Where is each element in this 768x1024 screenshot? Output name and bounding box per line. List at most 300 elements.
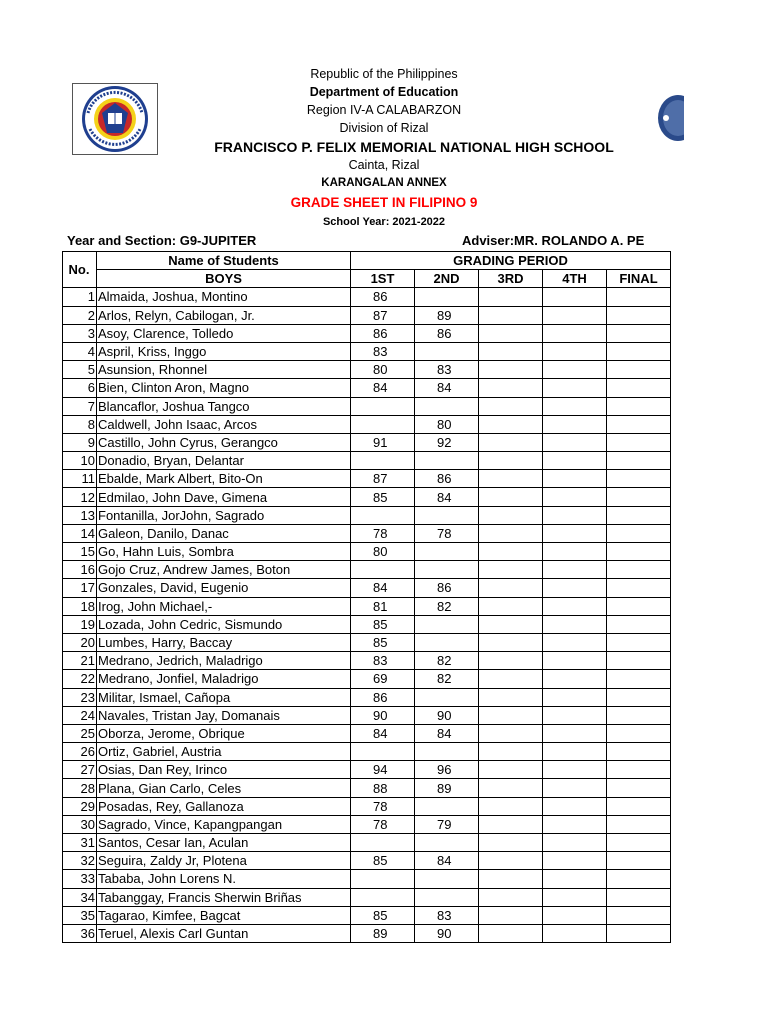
grade-3rd xyxy=(479,543,543,561)
row-number: 14 xyxy=(63,524,97,542)
grade-1st: 86 xyxy=(351,324,415,342)
grade-final xyxy=(607,888,671,906)
region-line: Region IV-A CALABARZON xyxy=(306,103,462,117)
grade-2nd xyxy=(415,615,479,633)
period-header-4th: 4TH xyxy=(543,270,607,288)
grade-4th xyxy=(543,706,607,724)
grade-2nd: 86 xyxy=(415,324,479,342)
grade-2nd xyxy=(415,888,479,906)
grade-2nd: 83 xyxy=(415,906,479,924)
grade-1st: 85 xyxy=(351,633,415,651)
table-row xyxy=(63,797,671,815)
grade-2nd xyxy=(415,543,479,561)
grade-final xyxy=(607,561,671,579)
grade-3rd xyxy=(479,470,543,488)
row-number: 9 xyxy=(63,433,97,451)
division-line: Division of Rizal xyxy=(339,121,429,135)
grade-final xyxy=(607,652,671,670)
grade-final xyxy=(607,633,671,651)
student-name: Gojo Cruz, Andrew James, Boton xyxy=(97,561,351,579)
student-name: Ortiz, Gabriel, Austria xyxy=(97,743,351,761)
table-row xyxy=(63,433,671,451)
grade-2nd xyxy=(415,561,479,579)
student-name: Sagrado, Vince, Kapangpangan xyxy=(97,815,351,833)
grade-3rd xyxy=(479,361,543,379)
grade-3rd xyxy=(479,488,543,506)
grade-1st: 85 xyxy=(351,488,415,506)
grade-2nd: 84 xyxy=(415,724,479,742)
row-number: 26 xyxy=(63,743,97,761)
grade-final xyxy=(607,361,671,379)
student-name: Lozada, John Cedric, Sismundo xyxy=(97,615,351,633)
grade-3rd xyxy=(479,342,543,360)
table-row xyxy=(63,743,671,761)
grade-1st: 69 xyxy=(351,670,415,688)
grade-3rd xyxy=(479,888,543,906)
grade-1st: 91 xyxy=(351,433,415,451)
boys-header: BOYS xyxy=(97,270,351,288)
student-name: Posadas, Rey, Gallanoza xyxy=(97,797,351,815)
grade-2nd xyxy=(415,397,479,415)
row-number: 25 xyxy=(63,724,97,742)
grade-1st: 87 xyxy=(351,470,415,488)
grade-4th xyxy=(543,524,607,542)
row-number: 15 xyxy=(63,543,97,561)
grade-2nd: 92 xyxy=(415,433,479,451)
row-number: 1 xyxy=(63,288,97,306)
student-name: Irog, John Michael,- xyxy=(97,597,351,615)
grade-2nd: 89 xyxy=(415,779,479,797)
student-name: Medrano, Jedrich, Maladrigo xyxy=(97,652,351,670)
table-row xyxy=(63,615,671,633)
grade-4th xyxy=(543,342,607,360)
student-name: Arlos, Relyn, Cabilogan, Jr. xyxy=(97,306,351,324)
grade-1st xyxy=(351,415,415,433)
row-number: 11 xyxy=(63,470,97,488)
row-number: 23 xyxy=(63,688,97,706)
grade-1st xyxy=(351,397,415,415)
grading-period-header: GRADING PERIOD xyxy=(351,252,671,270)
table-row xyxy=(63,397,671,415)
grade-4th xyxy=(543,797,607,815)
table-row xyxy=(63,543,671,561)
names-header: Name of Students xyxy=(97,252,351,270)
student-name: Asoy, Clarence, Tolledo xyxy=(97,324,351,342)
grade-2nd: 84 xyxy=(415,852,479,870)
grade-1st: 80 xyxy=(351,543,415,561)
grade-1st: 85 xyxy=(351,852,415,870)
school-location: Cainta, Rizal xyxy=(348,158,420,172)
school-year: School Year: 2021-2022 xyxy=(322,216,446,228)
grade-final xyxy=(607,342,671,360)
table-row xyxy=(63,524,671,542)
grade-1st: 83 xyxy=(351,342,415,360)
row-number: 29 xyxy=(63,797,97,815)
grade-2nd: 80 xyxy=(415,415,479,433)
grade-2nd: 83 xyxy=(415,361,479,379)
grade-final xyxy=(607,597,671,615)
grade-3rd xyxy=(479,506,543,524)
grade-final xyxy=(607,470,671,488)
table-row xyxy=(63,488,671,506)
table-row xyxy=(63,470,671,488)
grade-final xyxy=(607,324,671,342)
grade-3rd xyxy=(479,779,543,797)
department-line: Department of Education xyxy=(309,85,459,99)
row-number: 22 xyxy=(63,670,97,688)
grade-3rd xyxy=(479,379,543,397)
row-number: 5 xyxy=(63,361,97,379)
grade-2nd xyxy=(415,743,479,761)
grade-4th xyxy=(543,815,607,833)
grade-1st xyxy=(351,743,415,761)
grade-4th xyxy=(543,852,607,870)
student-name: Ebalde, Mark Albert, Bito-On xyxy=(97,470,351,488)
grade-4th xyxy=(543,670,607,688)
grade-3rd xyxy=(479,815,543,833)
grade-3rd xyxy=(479,306,543,324)
table-row xyxy=(63,688,671,706)
grade-1st: 81 xyxy=(351,597,415,615)
table-row xyxy=(63,834,671,852)
grade-2nd: 84 xyxy=(415,488,479,506)
grade-final xyxy=(607,724,671,742)
grade-2nd: 79 xyxy=(415,815,479,833)
student-name: Seguira, Zaldy Jr, Plotena xyxy=(97,852,351,870)
student-name: Lumbes, Harry, Baccay xyxy=(97,633,351,651)
grade-1st: 84 xyxy=(351,579,415,597)
student-name: Santos, Cesar Ian, Aculan xyxy=(97,834,351,852)
grade-2nd: 89 xyxy=(415,306,479,324)
grade-final xyxy=(607,397,671,415)
student-name: Navales, Tristan Jay, Domanais xyxy=(97,706,351,724)
grade-4th xyxy=(543,452,607,470)
student-name: Osias, Dan Rey, Irinco xyxy=(97,761,351,779)
table-row xyxy=(63,906,671,924)
student-name: Medrano, Jonfiel, Maladrigo xyxy=(97,670,351,688)
table-row xyxy=(63,761,671,779)
annex-name: KARANGALAN ANNEX xyxy=(321,177,447,189)
table-row xyxy=(63,852,671,870)
table-row xyxy=(63,506,671,524)
student-name: Oborza, Jerome, Obrique xyxy=(97,724,351,742)
grade-final xyxy=(607,452,671,470)
table-row xyxy=(63,579,671,597)
table-row xyxy=(63,324,671,342)
student-name: Tababa, John Lorens N. xyxy=(97,870,351,888)
student-name: Aspril, Kriss, Inggo xyxy=(97,342,351,360)
grade-final xyxy=(607,433,671,451)
student-name: Bien, Clinton Aron, Magno xyxy=(97,379,351,397)
grade-3rd xyxy=(479,561,543,579)
table-row xyxy=(63,815,671,833)
period-header-final: FINAL xyxy=(607,270,671,288)
grade-1st: 89 xyxy=(351,924,415,942)
period-header-1st: 1ST xyxy=(351,270,415,288)
period-header-3rd: 3RD xyxy=(479,270,543,288)
table-row xyxy=(63,779,671,797)
grade-2nd: 82 xyxy=(415,652,479,670)
grade-1st: 84 xyxy=(351,379,415,397)
grade-final xyxy=(607,306,671,324)
grade-3rd xyxy=(479,724,543,742)
grade-final xyxy=(607,834,671,852)
grade-3rd xyxy=(479,834,543,852)
grade-final xyxy=(607,415,671,433)
grade-3rd xyxy=(479,288,543,306)
school-name: FRANCISCO P. FELIX MEMORIAL NATIONAL HIGH SCHOOL xyxy=(214,139,614,155)
grade-3rd xyxy=(479,579,543,597)
grade-4th xyxy=(543,397,607,415)
grade-final xyxy=(607,870,671,888)
grade-1st: 86 xyxy=(351,288,415,306)
adviser: Adviser:MR. ROLANDO A. PE xyxy=(462,233,645,248)
row-number: 30 xyxy=(63,815,97,833)
grade-4th xyxy=(543,688,607,706)
student-name: Fontanilla, JorJohn, Sagrado xyxy=(97,506,351,524)
row-number: 3 xyxy=(63,324,97,342)
row-number: 8 xyxy=(63,415,97,433)
grade-2nd: 82 xyxy=(415,670,479,688)
grade-2nd xyxy=(415,342,479,360)
grade-1st: 87 xyxy=(351,306,415,324)
grade-3rd xyxy=(479,761,543,779)
table-row xyxy=(63,724,671,742)
table-row xyxy=(63,652,671,670)
table-row xyxy=(63,888,671,906)
grade-1st: 78 xyxy=(351,815,415,833)
row-number: 19 xyxy=(63,615,97,633)
row-number: 20 xyxy=(63,633,97,651)
grade-3rd xyxy=(479,524,543,542)
row-number: 4 xyxy=(63,342,97,360)
table-row xyxy=(63,633,671,651)
row-number: 31 xyxy=(63,834,97,852)
grade-2nd: 78 xyxy=(415,524,479,542)
grade-2nd: 86 xyxy=(415,579,479,597)
grade-4th xyxy=(543,652,607,670)
grade-1st xyxy=(351,888,415,906)
grade-final xyxy=(607,797,671,815)
student-name: Militar, Ismael, Cañopa xyxy=(97,688,351,706)
grade-4th xyxy=(543,834,607,852)
row-number: 17 xyxy=(63,579,97,597)
grade-2nd xyxy=(415,452,479,470)
grade-1st: 80 xyxy=(351,361,415,379)
grade-4th xyxy=(543,924,607,942)
student-name: Almaida, Joshua, Montino xyxy=(97,288,351,306)
grade-3rd xyxy=(479,743,543,761)
table-row xyxy=(63,670,671,688)
grade-3rd xyxy=(479,397,543,415)
grade-3rd xyxy=(479,906,543,924)
student-name: Caldwell, John Isaac, Arcos xyxy=(97,415,351,433)
header-row-1 xyxy=(63,252,671,270)
table-row xyxy=(63,561,671,579)
grade-3rd xyxy=(479,924,543,942)
row-number: 21 xyxy=(63,652,97,670)
grade-2nd xyxy=(415,870,479,888)
grade-4th xyxy=(543,543,607,561)
period-header-2nd: 2ND xyxy=(415,270,479,288)
grade-3rd xyxy=(479,633,543,651)
grade-4th xyxy=(543,306,607,324)
grade-2nd: 82 xyxy=(415,597,479,615)
grade-1st: 78 xyxy=(351,797,415,815)
grade-final xyxy=(607,761,671,779)
grade-final xyxy=(607,579,671,597)
grade-3rd xyxy=(479,852,543,870)
grade-4th xyxy=(543,779,607,797)
grade-1st: 90 xyxy=(351,706,415,724)
table-row xyxy=(63,306,671,324)
grade-4th xyxy=(543,888,607,906)
grade-final xyxy=(607,779,671,797)
grade-4th xyxy=(543,870,607,888)
grade-4th xyxy=(543,615,607,633)
row-number: 16 xyxy=(63,561,97,579)
grade-1st: 84 xyxy=(351,724,415,742)
grade-4th xyxy=(543,743,607,761)
grade-1st: 86 xyxy=(351,688,415,706)
student-name: Galeon, Danilo, Danac xyxy=(97,524,351,542)
row-number: 2 xyxy=(63,306,97,324)
grade-table xyxy=(62,251,671,943)
grade-2nd: 96 xyxy=(415,761,479,779)
student-name: Donadio, Bryan, Delantar xyxy=(97,452,351,470)
grade-final xyxy=(607,506,671,524)
sheet-title: GRADE SHEET IN FILIPINO 9 xyxy=(290,195,478,210)
grade-3rd xyxy=(479,706,543,724)
row-number: 36 xyxy=(63,924,97,942)
table-row xyxy=(63,342,671,360)
grade-1st xyxy=(351,452,415,470)
grade-4th xyxy=(543,633,607,651)
partial-seal-icon xyxy=(654,93,684,143)
student-name: Plana, Gian Carlo, Celes xyxy=(97,779,351,797)
row-number: 34 xyxy=(63,888,97,906)
grade-4th xyxy=(543,761,607,779)
grade-4th xyxy=(543,415,607,433)
grade-2nd xyxy=(415,288,479,306)
grade-3rd xyxy=(479,670,543,688)
table-row xyxy=(63,452,671,470)
grade-4th xyxy=(543,433,607,451)
grade-final xyxy=(607,524,671,542)
grade-2nd: 90 xyxy=(415,706,479,724)
grade-4th xyxy=(543,379,607,397)
table-row xyxy=(63,597,671,615)
grade-2nd: 90 xyxy=(415,924,479,942)
student-name: Tagarao, Kimfee, Bagcat xyxy=(97,906,351,924)
row-number: 7 xyxy=(63,397,97,415)
grade-final xyxy=(607,670,671,688)
table-row xyxy=(63,361,671,379)
grade-3rd xyxy=(479,452,543,470)
grade-1st xyxy=(351,561,415,579)
grade-3rd xyxy=(479,415,543,433)
grade-3rd xyxy=(479,688,543,706)
grade-2nd xyxy=(415,633,479,651)
grade-final xyxy=(607,852,671,870)
grade-1st: 88 xyxy=(351,779,415,797)
row-number: 28 xyxy=(63,779,97,797)
grade-1st xyxy=(351,506,415,524)
grade-3rd xyxy=(479,652,543,670)
row-number: 32 xyxy=(63,852,97,870)
grade-4th xyxy=(543,906,607,924)
grade-final xyxy=(607,488,671,506)
row-number: 13 xyxy=(63,506,97,524)
grade-4th xyxy=(543,724,607,742)
no-header: No. xyxy=(63,252,97,288)
grade-final xyxy=(607,743,671,761)
grade-2nd: 84 xyxy=(415,379,479,397)
grade-2nd xyxy=(415,834,479,852)
grade-final xyxy=(607,688,671,706)
student-name: Teruel, Alexis Carl Guntan xyxy=(97,924,351,942)
header-row-2 xyxy=(63,270,671,288)
student-name: Castillo, John Cyrus, Gerangco xyxy=(97,433,351,451)
grade-3rd xyxy=(479,797,543,815)
table-row xyxy=(63,379,671,397)
row-number: 33 xyxy=(63,870,97,888)
year-section: Year and Section: G9-JUPITER xyxy=(67,233,257,248)
grade-final xyxy=(607,379,671,397)
grade-4th xyxy=(543,579,607,597)
grade-final xyxy=(607,924,671,942)
table-row xyxy=(63,706,671,724)
row-number: 10 xyxy=(63,452,97,470)
student-name: Asunsion, Rhonnel xyxy=(97,361,351,379)
row-number: 18 xyxy=(63,597,97,615)
grade-final xyxy=(607,288,671,306)
student-name: Blancaflor, Joshua Tangco xyxy=(97,397,351,415)
student-name: Gonzales, David, Eugenio xyxy=(97,579,351,597)
grade-1st: 78 xyxy=(351,524,415,542)
grade-3rd xyxy=(479,597,543,615)
grade-1st: 85 xyxy=(351,615,415,633)
row-number: 27 xyxy=(63,761,97,779)
grade-2nd xyxy=(415,797,479,815)
grade-final xyxy=(607,543,671,561)
table-row xyxy=(63,415,671,433)
student-name: Tabanggay, Francis Sherwin Briñas xyxy=(97,888,351,906)
grade-4th xyxy=(543,288,607,306)
grade-4th xyxy=(543,561,607,579)
student-name: Edmilao, John Dave, Gimena xyxy=(97,488,351,506)
grade-2nd xyxy=(415,688,479,706)
grade-4th xyxy=(543,324,607,342)
grade-1st: 85 xyxy=(351,906,415,924)
row-number: 12 xyxy=(63,488,97,506)
row-number: 6 xyxy=(63,379,97,397)
grade-final xyxy=(607,615,671,633)
grade-4th xyxy=(543,597,607,615)
grade-3rd xyxy=(479,433,543,451)
student-name: Go, Hahn Luis, Sombra xyxy=(97,543,351,561)
row-number: 24 xyxy=(63,706,97,724)
grade-final xyxy=(607,815,671,833)
grade-3rd xyxy=(479,324,543,342)
grade-4th xyxy=(543,488,607,506)
grade-4th xyxy=(543,361,607,379)
grade-3rd xyxy=(479,870,543,888)
grade-4th xyxy=(543,506,607,524)
table-row xyxy=(63,288,671,306)
grade-1st: 94 xyxy=(351,761,415,779)
row-number: 35 xyxy=(63,906,97,924)
